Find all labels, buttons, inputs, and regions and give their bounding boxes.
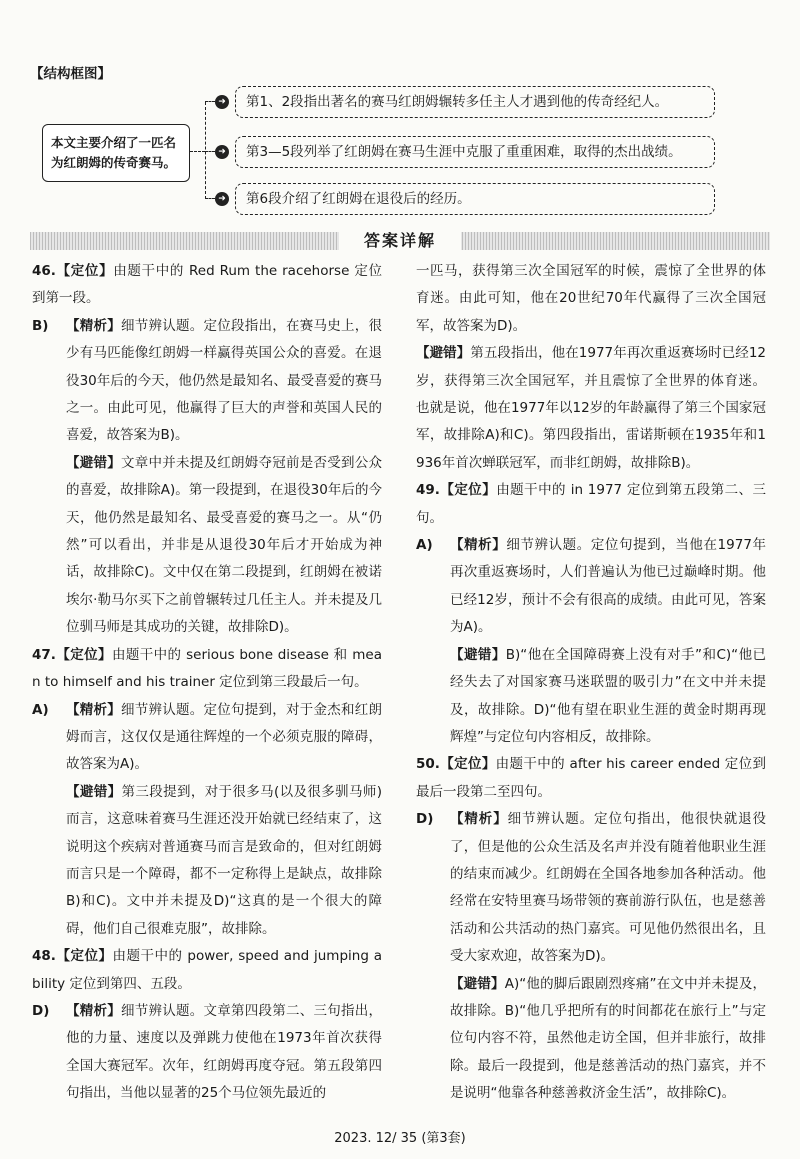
arrow-icon: ➜ — [215, 95, 229, 109]
q48-avoid: 【避错】第五段指出，他在1977年再次重返赛场时已经12岁，获得第三次全国冠军，并且震惊了全世界的体育迷。也就是说，他在1977年以12岁的年龄赢得了第三个国家冠军，故排除A)和C)。第四段指出，雷诺斯顿在1935年和1936年首次蝉联冠军，而非红朗姆，故排除B)。 — [416, 345, 767, 471]
q46-avoid: 【避错】文章中并未提及红朗姆夺冠前是否受到公众的喜爱，故排除A)。第一段提到，在退役30年后的今天，他仍然是最知名、最受喜爱的赛马之一。从“仍然”可以看出，并非是从退役30年后才开始成为神话，故排除C)。文中仅在第二段提到，红朗姆在被诺埃尔·勒马尔买下之前曾辗转过几任主人。并未提及几位驯马师是其成功的关键，故排除D)。 — [66, 454, 382, 636]
section-title: 答案详解 — [339, 230, 461, 252]
structure-title: 【结构框图】 — [30, 66, 111, 82]
q48-location: 48.【定位】由题干中的 power, speed and jumping ability 定位到第四、五段。 — [32, 948, 382, 992]
q47-avoid: 【避错】第三段提到，对于很多马(以及很多驯马师)而言，这意味着赛马生涯还没开始就已经结束了，这说明这个疾病对普通赛马而言是致命的，但对红朗姆而言只是一个障碍，都不一定称得上是缺点，故排除B)和C)。文中并未提及D)“这真的是一个很大的障碍，他们自己很难克服”，故排除。 — [66, 783, 383, 937]
q49-location: 49.【定位】由题干中的 in 1977 定位到第五段第二、三句。 — [416, 482, 766, 526]
summary-box — [42, 124, 190, 182]
point-text: 第6段介绍了红朗姆在退役后的经历。 — [235, 183, 715, 215]
q47-analysis: A) 【精析】细节辨认题。定位句提到，对于金杰和红朗姆而言，这仅仅是通往辉煌的一个必须克服的障碍，故答案为A)。 — [32, 697, 382, 779]
page-footer: 2023. 12/ 35 (第3套) — [334, 1131, 466, 1146]
summary-text: 本文主要介绍了一匹名为红朗姆的传奇赛马。 — [51, 135, 177, 170]
point-text: 第1、2段指出著名的赛马红朗姆辗转多任主人才遇到他的传奇经纪人。 — [235, 86, 715, 118]
answer-letter: A) — [416, 537, 433, 554]
answer-letter: B) — [32, 317, 49, 334]
right-column — [416, 258, 766, 1108]
arrow-icon: ➜ — [215, 192, 229, 206]
left-column — [32, 258, 382, 1108]
q48-analysis: D) 【精析】细节辨认题。文章第四段第二、三句指出，他的力量、速度以及弹跳力使他在1973年首次获得全国大赛冠军。次年，红朗姆再度夺冠。第五段第四句指出，当他以显著的25个马位领先最近的 — [32, 998, 382, 1108]
connector-line — [190, 151, 205, 152]
answer-letter: D) — [32, 1002, 50, 1019]
q49-analysis: A) 【精析】细节辨认题。定位句提到，当他在1977年再次重返赛场时，人们普遍认为他已过巅峰时期。他已经12岁，预计不会有很高的成绩。由此可见，答案为A)。 — [416, 532, 766, 642]
answer-letter: A) — [32, 701, 49, 718]
q50-analysis: D) 【精析】细节辨认题。定位句指出，他很快就退役了，但是他的公众生活及名声并没有随着他职业生涯的结束而减少。红朗姆在全国各地参加各种活动。他经常在安特里赛马场带领的赛前游行队伍，也是慈善活动和公共活动的热门嘉宾。可见他仍然很出名，且受大家欢迎，故答案为D)。 — [416, 806, 766, 970]
q50-avoid: 【避错】A)“他的脚后跟剧烈疼痛”在文中并未提及，故排除。B)“他几乎把所有的时间都花在旅行上”与定位句内容不符，虽然他走访全国，但并非旅行，故排除。最后一段提到，他是慈善活动的热门嘉宾，并不是说明“他靠各种慈善救济金生活”，故排除C)。 — [450, 975, 766, 1102]
q48-continued: 一匹马，获得第三次全国冠军的时候，震惊了全世界的体育迷。由此可知，他在20世纪70年代赢得了三次全国冠军，故答案为D)。 — [416, 263, 766, 334]
q50-location: 50.【定位】由题干中的 after his career ended 定位到最后一段第二至四句。 — [416, 756, 767, 800]
q46-analysis: B) 【精析】细节辨认题。定位段指出，在赛马史上，很少有马匹能像红朗姆一样赢得英国公众的喜爱。在退役30年后的今天，他仍然是最知名、最受喜爱的赛马之一。由此可见，他赢得了巨大的声誉和英国人民的喜爱，故答案为B)。 — [32, 313, 382, 450]
q46-location: 46.【定位】由题干中的 Red Rum the racehorse 定位到第一段。 — [32, 263, 383, 307]
point-text: 第3—5段列举了红朗姆在赛马生涯中克服了重重困难，取得的杰出战绩。 — [235, 136, 715, 168]
q47-location: 47.【定位】由题干中的 serious bone disease 和 mean to himself and his trainer 定位到第三段最后一句。 — [32, 646, 382, 691]
q49-avoid: 【避错】B)“他在全国障碍赛上没有对手”和C)“他已经失去了对国家赛马迷联盟的吸引力”在文中并未提及，故排除。D)“他有望在职业生涯的黄金时期再现辉煌”与定位句内容相反，故排除。 — [450, 646, 767, 745]
answer-letter: D) — [416, 811, 434, 828]
arrow-icon: ➜ — [215, 145, 229, 159]
